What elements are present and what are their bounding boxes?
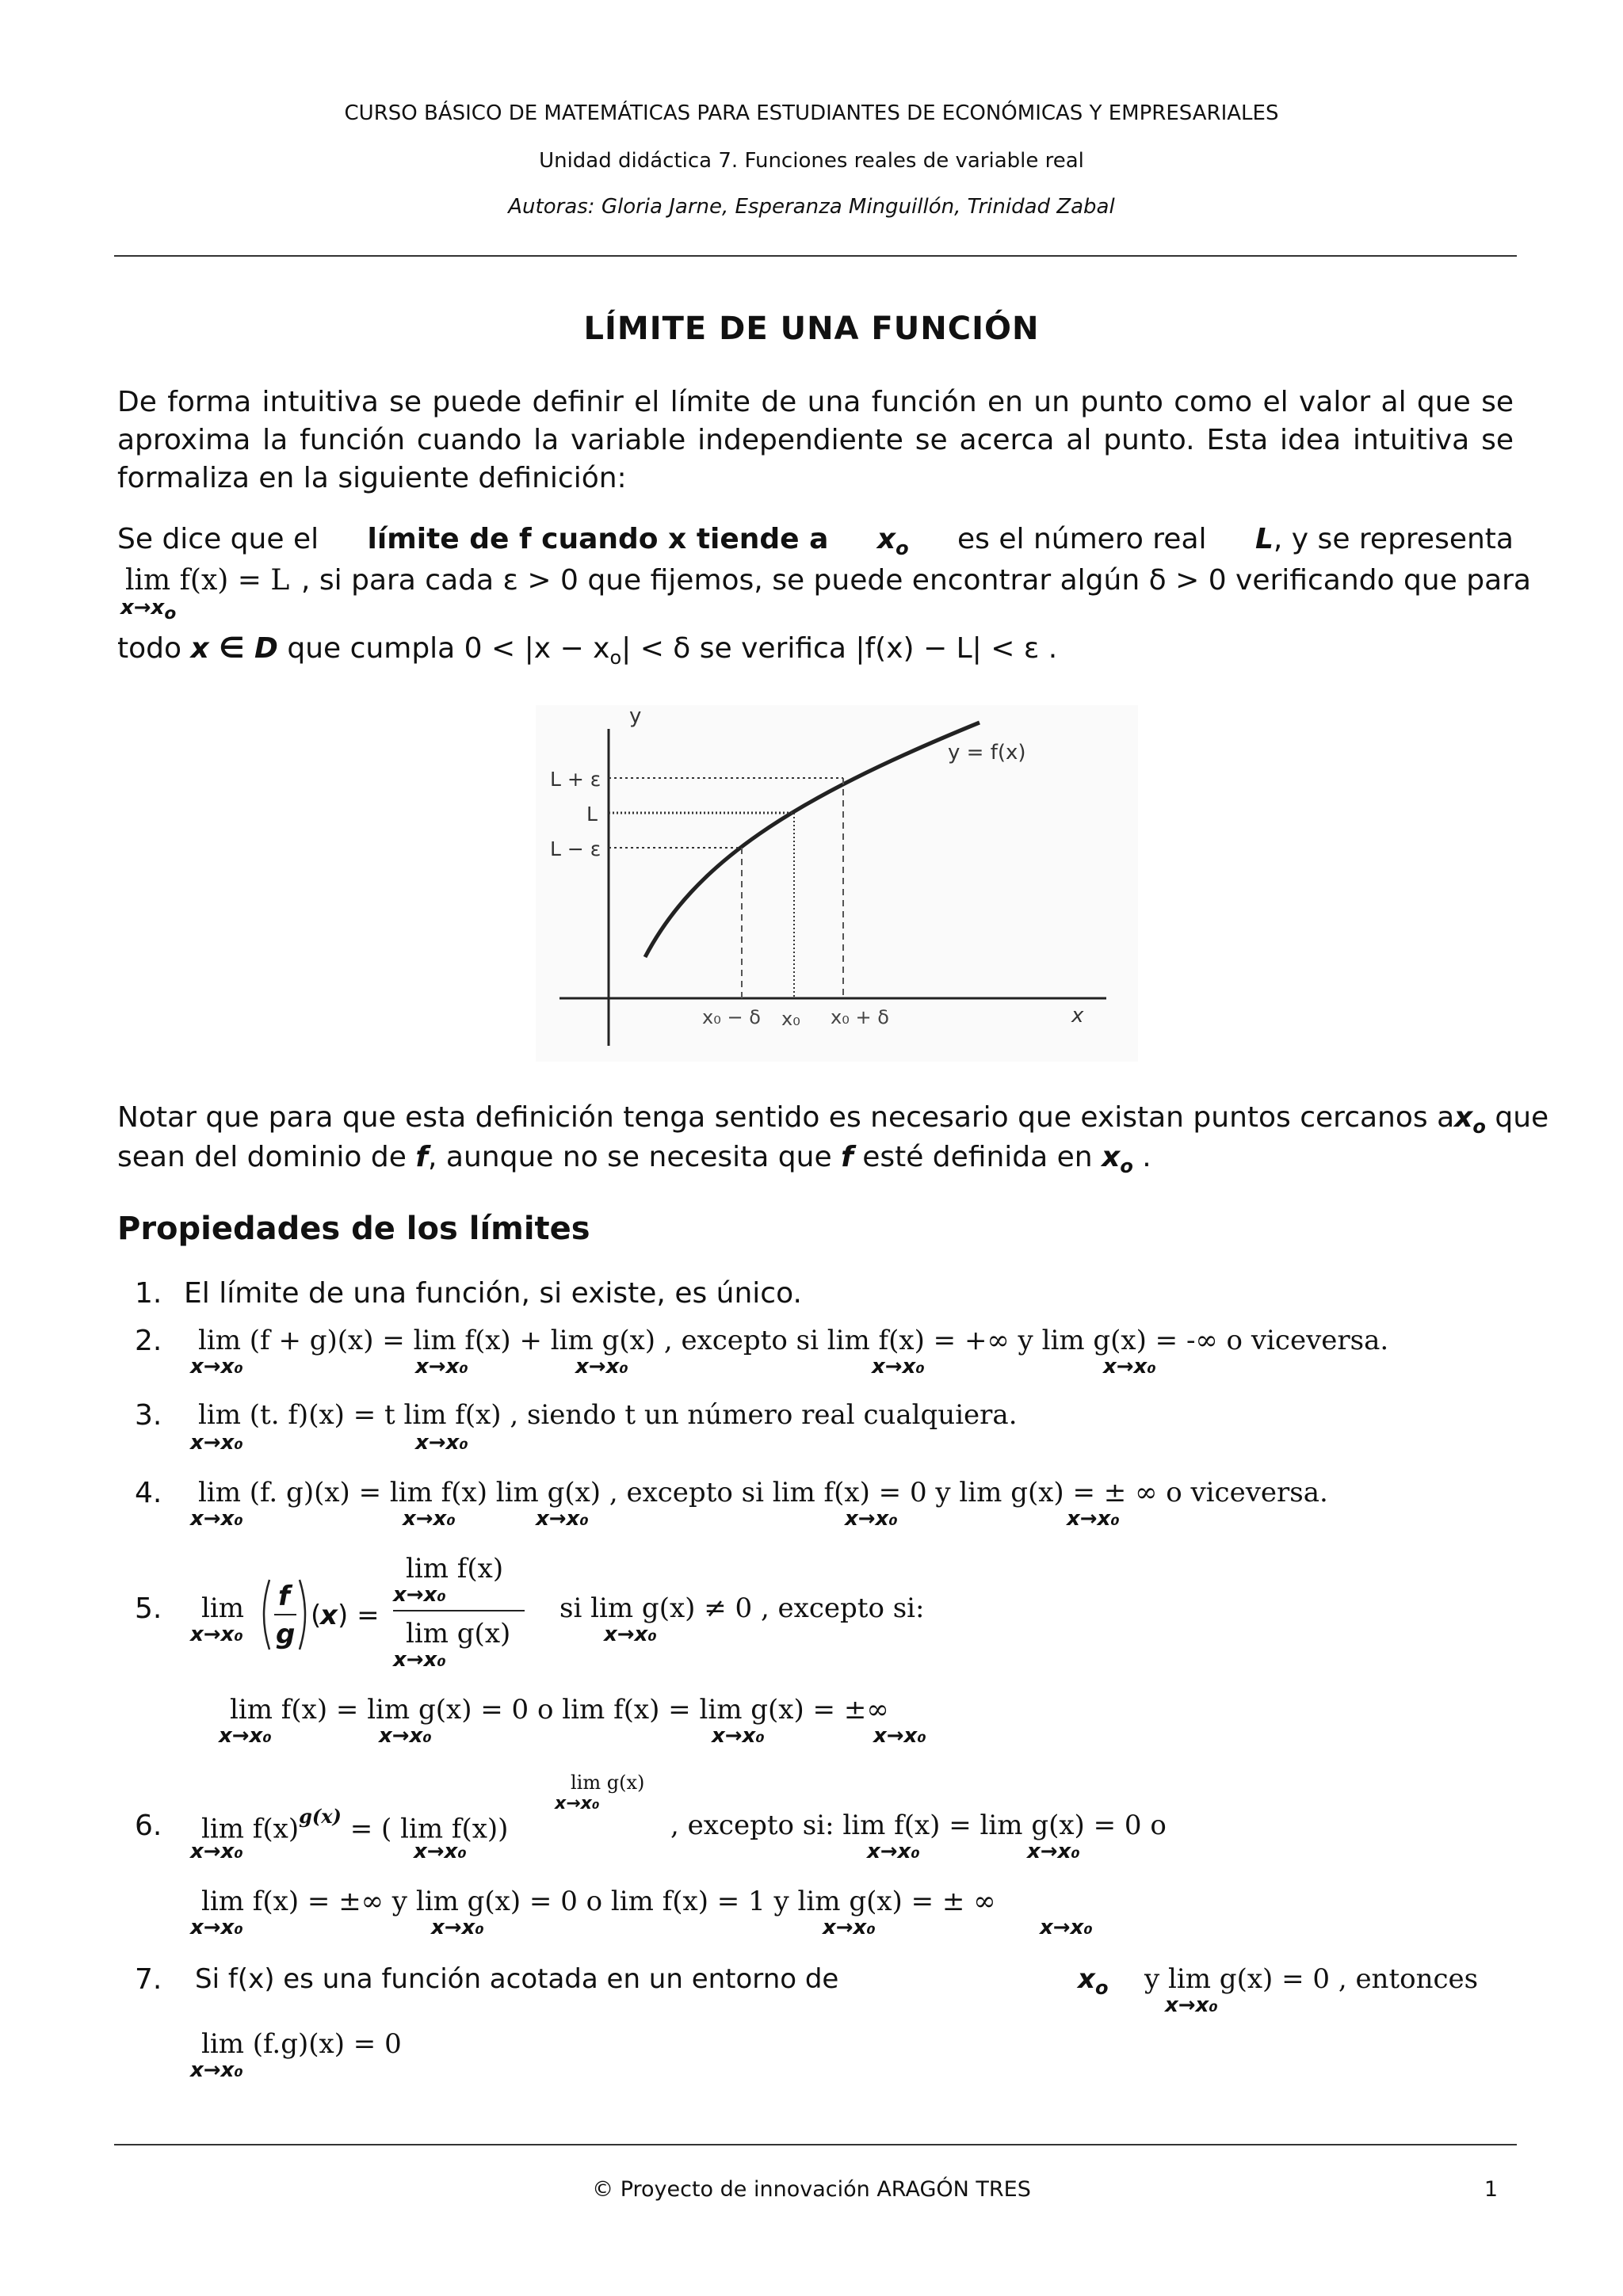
prop-7-number: 7. bbox=[135, 1963, 162, 1996]
svg-text:x: x bbox=[320, 1600, 338, 1631]
definition-line-1 bbox=[117, 523, 1514, 559]
note-line-1: Notar que para que esta definición tenga sentido es necesario que existan puntos cercanos a $x_o$ que bbox=[117, 1101, 1549, 1138]
prop-1-number: 1. bbox=[135, 1277, 162, 1310]
prop-5-sub-5: x→x₀ bbox=[712, 1724, 765, 1748]
authors-header: Autoras: Gloria Jarne, Esperanza Minguillón, Trinidad Zabal bbox=[508, 195, 1115, 219]
prop-6-exceptions-2: lim f(x) = ±∞ y lim g(x) = 0 o lim f(x) = 1 y lim g(x) = ± ∞ bbox=[201, 1886, 996, 1917]
def-L: L, y se representa bbox=[1254, 523, 1514, 555]
prop-5-numerator: lim f(x) bbox=[406, 1553, 504, 1585]
prop-6-sub-2: x→x₀ bbox=[414, 1840, 467, 1863]
prop-4-sub-5: x→x₀ bbox=[1067, 1507, 1120, 1531]
graph-curve-label: y = f(x) bbox=[948, 741, 1026, 765]
prop-2-sub-4: x→x₀ bbox=[872, 1355, 925, 1379]
prop-3-sub-1: x→x₀ bbox=[190, 1431, 243, 1455]
graph-y-label: y bbox=[629, 705, 642, 728]
header-rule bbox=[114, 255, 1517, 257]
graph-x-label: x bbox=[1071, 1004, 1084, 1028]
prop-4-text: lim (f. g)(x) = lim f(x) lim g(x) , excepto si lim f(x) = 0 y lim g(x) = ± ∞ o viceversa. bbox=[198, 1477, 1328, 1508]
prop-5-sub-1: x→x₀ bbox=[190, 1623, 243, 1646]
prop-6-sub-1: x→x₀ bbox=[190, 1840, 243, 1863]
prop-5-sub-2: x→x₀ bbox=[604, 1623, 657, 1646]
prop-3-number: 3. bbox=[135, 1399, 162, 1432]
prop-5-exceptions: lim f(x) = lim g(x) = 0 o lim f(x) = lim g(x) = ±∞ bbox=[230, 1694, 889, 1726]
course-header: CURSO BÁSICO DE MATEMÁTICAS PARA ESTUDIANTES DE ECONÓMICAS Y EMPRESARIALES bbox=[344, 101, 1279, 125]
prop-6-text: $\lim f(x)^{g(x)}$ = ( lim f(x)) bbox=[201, 1805, 509, 1845]
def-text-2: es el número real bbox=[957, 523, 1207, 555]
prop-6-exponent-lim: lim g(x) bbox=[571, 1772, 645, 1794]
graph-tick-l-minus-eps: L − ε bbox=[550, 837, 601, 860]
prop-5-condition: si lim g(x) ≠ 0 , excepto si: bbox=[559, 1592, 925, 1624]
prop-5-lim: lim bbox=[201, 1592, 244, 1624]
prop-4-number: 4. bbox=[135, 1477, 162, 1509]
prop-6-exponent-sub: x→x₀ bbox=[555, 1794, 600, 1814]
def-x0: $x_o$ bbox=[876, 523, 909, 560]
prop-5-sub-6: x→x₀ bbox=[873, 1724, 926, 1748]
prop-4-sub-1: x→x₀ bbox=[190, 1507, 243, 1531]
def-bold: límite de f cuando x tiende a bbox=[367, 523, 829, 555]
prop-5-den-sub: x→x₀ bbox=[393, 1648, 446, 1672]
prop-2-sub-1: x→x₀ bbox=[190, 1355, 243, 1379]
prop-2-sub-3: x→x₀ bbox=[575, 1355, 628, 1379]
prop-5-num-sub: x→x₀ bbox=[393, 1583, 446, 1607]
prop-6-sub-8: x→x₀ bbox=[1040, 1916, 1093, 1939]
prop-2-sub-2: x→x₀ bbox=[415, 1355, 468, 1379]
prop-6-sub-4: x→x₀ bbox=[1027, 1840, 1080, 1863]
graph-tick-x0-minus-delta: x₀ − δ bbox=[702, 1006, 761, 1028]
prop-1-text: El límite de una función, si existe, es único. bbox=[184, 1277, 802, 1310]
svg-text:(: ( bbox=[311, 1600, 322, 1631]
prop-6-number: 6. bbox=[135, 1810, 162, 1842]
prop-6-sub-5: x→x₀ bbox=[190, 1916, 243, 1939]
svg-text:g: g bbox=[276, 1619, 296, 1650]
graph-tick-l: L bbox=[586, 803, 598, 826]
definition-line-3: todo x ∈ D que cumpla $0 < |x - x_o| < \delta$ se verifica |f(x) − L| < ε . bbox=[117, 632, 1058, 669]
prop-5-fraction-bar bbox=[393, 1610, 525, 1611]
prop-3-text: lim (t. f)(x) = t lim f(x) , siendo t un número real cualquiera. bbox=[198, 1399, 1018, 1431]
svg-text:f: f bbox=[278, 1581, 290, 1612]
prop-7-sub-1: x→x₀ bbox=[1165, 1993, 1218, 2017]
prop-2-text: lim (f + g)(x) = lim f(x) + lim g(x) , excepto si lim f(x) = +∞ y lim g(x) = -∞ o viceversa. bbox=[198, 1325, 1389, 1356]
prop-6-exceptions: , excepto si: lim f(x) = lim g(x) = 0 o bbox=[670, 1810, 1167, 1841]
prop-4-sub-4: x→x₀ bbox=[845, 1507, 898, 1531]
properties-heading: Propiedades de los límites bbox=[117, 1211, 590, 1247]
def-text-1: Se dice que el bbox=[117, 523, 319, 555]
prop-2-sub-5: x→x₀ bbox=[1103, 1355, 1156, 1379]
prop-7-text-c: lim (f.g)(x) = 0 bbox=[201, 2028, 402, 2060]
prop-3-sub-2: x→x₀ bbox=[415, 1431, 468, 1455]
limit-graph bbox=[536, 705, 1138, 1062]
prop-7-text-b: y lim g(x) = 0 , entonces bbox=[1144, 1963, 1479, 1995]
graph-tick-l-plus-eps: L + ε bbox=[550, 768, 601, 791]
prop-6-sub-7: x→x₀ bbox=[823, 1916, 876, 1939]
page-number: 1 bbox=[1484, 2177, 1498, 2202]
prop-5-sub-3: x→x₀ bbox=[219, 1724, 272, 1748]
svg-text:) =: ) = bbox=[338, 1600, 380, 1631]
footer-text: © Proyecto de innovación ARAGÓN TRES bbox=[592, 2177, 1031, 2202]
def-lim-expr: lim f(x) = L bbox=[125, 564, 290, 597]
prop-5-sub-4: x→x₀ bbox=[379, 1724, 432, 1748]
prop-7-x0: $x_o$ bbox=[1078, 1963, 1109, 1999]
footer-rule bbox=[114, 2144, 1517, 2145]
prop-4-sub-2: x→x₀ bbox=[403, 1507, 456, 1531]
prop-6-sub-6: x→x₀ bbox=[431, 1916, 484, 1939]
note-line-2: sean del dominio de f, aunque no se necesita que f esté definida en $x_o$ . bbox=[117, 1141, 1151, 1178]
prop-4-sub-3: x→x₀ bbox=[536, 1507, 589, 1531]
prop-7-text-a: Si f(x) es una función acotada en un entorno de bbox=[195, 1963, 839, 1995]
prop-6-sub-3: x→x₀ bbox=[867, 1840, 920, 1863]
prop-5-fraction-fg bbox=[257, 1575, 399, 1654]
graph-tick-x0: x₀ bbox=[781, 1008, 800, 1030]
prop-2-number: 2. bbox=[135, 1325, 162, 1357]
intro-paragraph: De forma intuitiva se puede definir el límite de una función en un punto como el valor al que se aproxima la función cuando la variable independiente se acerca al punto. Esta idea intuitiva se formaliza en la siguiente definición: bbox=[117, 386, 1514, 494]
def-text-4: , si para cada ε > 0 que fijemos, se puede encontrar algún δ > 0 verificando que para bbox=[301, 564, 1531, 597]
graph-tick-x0-plus-delta: x₀ + δ bbox=[831, 1006, 889, 1028]
unit-header: Unidad didáctica 7. Funciones reales de variable real bbox=[539, 149, 1084, 173]
prop-5-denominator: lim g(x) bbox=[406, 1618, 511, 1650]
prop-5-number: 5. bbox=[135, 1592, 162, 1625]
def-lim-sub: $x\to x_o$ bbox=[120, 596, 177, 624]
page-title: LÍMITE DE UNA FUNCIÓN bbox=[583, 311, 1040, 347]
prop-7-sub-2: x→x₀ bbox=[190, 2058, 243, 2082]
